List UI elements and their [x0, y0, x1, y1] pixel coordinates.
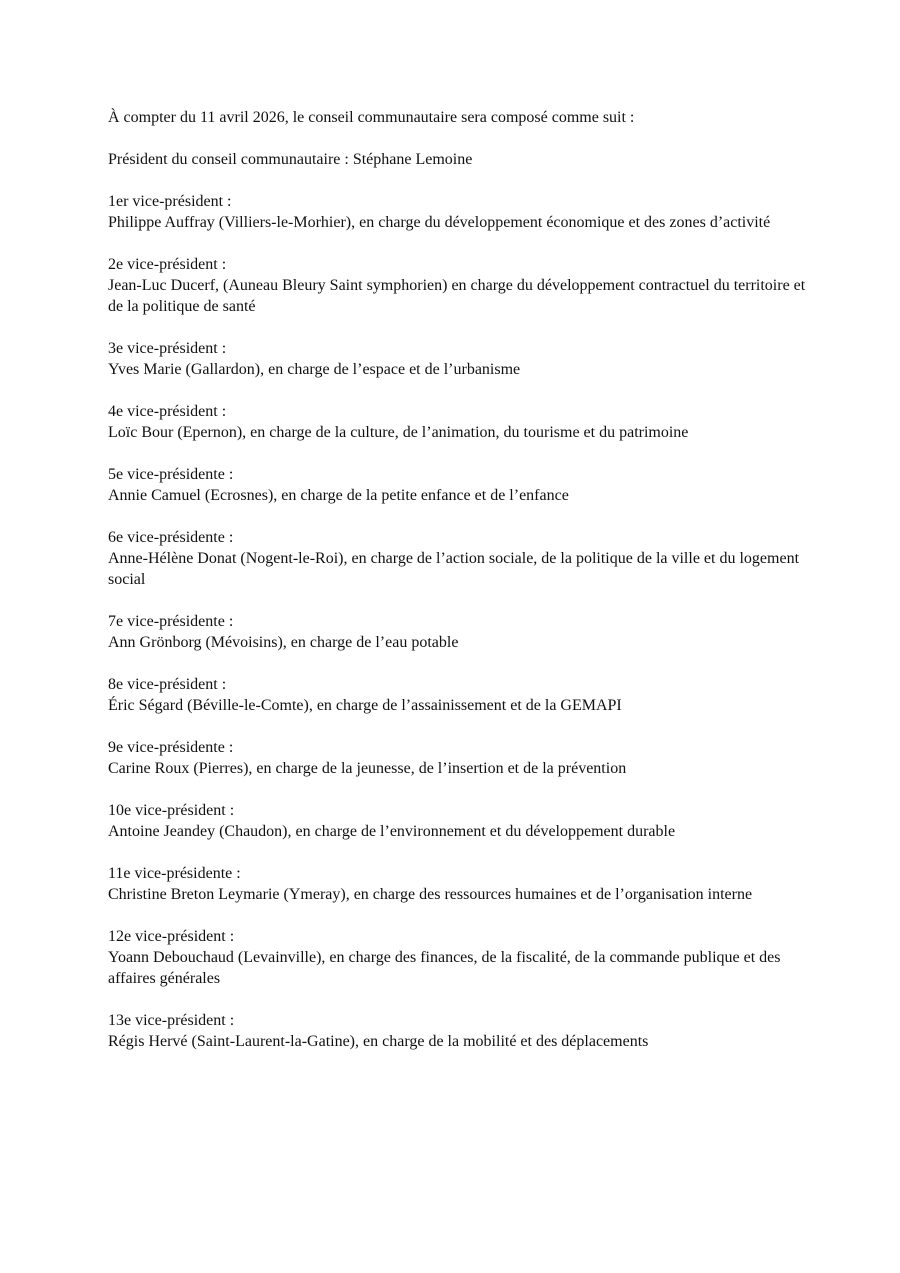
vice-president-role: 7e vice-présidente :: [108, 613, 234, 630]
vice-president-description: Annie Camuel (Ecrosnes), en charge de la petite enfance et de l’enfance: [108, 487, 569, 504]
vice-president-description: Loïc Bour (Epernon), en charge de la culture, de l’animation, du tourisme et du patrimoine: [108, 424, 689, 441]
vice-president-entry-4: [108, 401, 808, 443]
vice-president-role: 1er vice-président :: [108, 193, 232, 210]
president-paragraph: Président du conseil communautaire : Stéphane Lemoine: [108, 151, 473, 168]
vice-president-role: 12e vice-président :: [108, 928, 235, 945]
vice-president-entry-6: [108, 527, 808, 590]
vice-president-role: 5e vice-présidente :: [108, 466, 234, 483]
vice-president-description: Jean-Luc Ducerf, (Auneau Bleury Saint symphorien) en charge du développement contractuel du territoire et de la politique de santé: [108, 277, 806, 315]
vice-president-description: Antoine Jeandey (Chaudon), en charge de l’environnement et du développement durable: [108, 823, 676, 840]
vice-president-role: 8e vice-président :: [108, 676, 227, 693]
vice-president-description: Yves Marie (Gallardon), en charge de l’espace et de l’urbanisme: [108, 361, 521, 378]
vice-president-role: 9e vice-présidente :: [108, 739, 234, 756]
vice-president-entry-13: [108, 1010, 808, 1052]
intro-paragraph: À compter du 11 avril 2026, le conseil communautaire sera composé comme suit :: [108, 109, 635, 126]
document-body: [108, 107, 808, 1073]
vice-president-entry-5: [108, 464, 808, 506]
vice-president-entry-11: [108, 863, 808, 905]
vice-president-description: Anne-Hélène Donat (Nogent-le-Roi), en charge de l’action sociale, de la politique de la ville et du logement social: [108, 550, 800, 588]
vice-president-role: 10e vice-président :: [108, 802, 235, 819]
vice-president-entry-9: [108, 737, 808, 779]
vice-president-role: 6e vice-présidente :: [108, 529, 234, 546]
vice-president-entry-1: [108, 191, 808, 233]
vice-president-entry-3: [108, 338, 808, 380]
vice-president-role: 3e vice-président :: [108, 340, 227, 357]
vice-president-role: 11e vice-présidente :: [108, 865, 241, 882]
vice-president-entry-2: [108, 254, 808, 317]
vice-president-description: Éric Ségard (Béville-le-Comte), en charge de l’assainissement et de la GEMAPI: [108, 697, 622, 714]
vice-president-description: Régis Hervé (Saint-Laurent-la-Gatine), en charge de la mobilité et des déplacements: [108, 1033, 649, 1050]
vice-president-description: Philippe Auffray (Villiers-le-Morhier), en charge du développement économique et des zones d’activité: [108, 214, 771, 231]
vice-president-entry-10: [108, 800, 808, 842]
vice-president-description: Ann Grönborg (Mévoisins), en charge de l’eau potable: [108, 634, 459, 651]
vice-president-entry-8: [108, 674, 808, 716]
vice-president-entry-12: [108, 926, 808, 989]
vice-president-description: Carine Roux (Pierres), en charge de la jeunesse, de l’insertion et de la prévention: [108, 760, 627, 777]
vice-president-role: 13e vice-président :: [108, 1012, 235, 1029]
vice-president-entry-7: [108, 611, 808, 653]
vice-president-description: Yoann Debouchaud (Levainville), en charge des finances, de la fiscalité, de la commande publique et des affaires générales: [108, 949, 781, 987]
vice-president-role: 2e vice-président :: [108, 256, 227, 273]
vice-president-role: 4e vice-président :: [108, 403, 227, 420]
vice-president-description: Christine Breton Leymarie (Ymeray), en charge des ressources humaines et de l’organisation interne: [108, 886, 753, 903]
